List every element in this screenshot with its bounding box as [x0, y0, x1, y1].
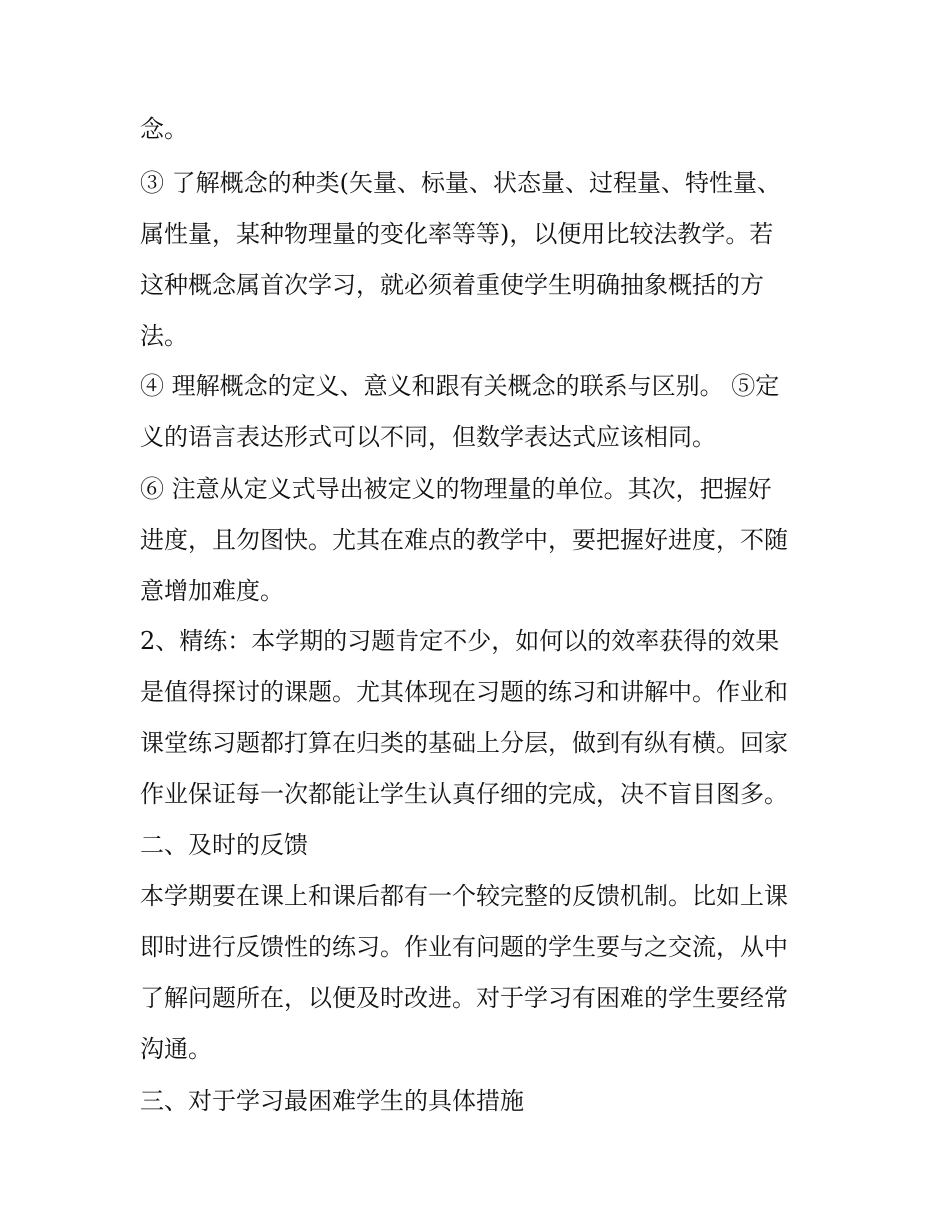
text-line: 是值得探讨的课题。尤其体现在习题的练习和讲解中。作业和 — [140, 678, 788, 706]
text-line: 义的语言表达形式可以不同，但数学表达式应该相同。 — [140, 423, 716, 451]
text-line: 本学期要在课上和课后都有一个较完整的反馈机制。比如上课 — [140, 882, 788, 910]
text-line: 即时进行反馈性的练习。作业有问题的学生要与之交流，从中 — [140, 933, 788, 961]
section-heading: 三、对于学习最困难学生的具体措施 — [140, 1087, 524, 1115]
text-line: 这种概念属首次学习，就必须着重使学生明确抽象概括的方 — [140, 271, 764, 299]
text-line: 沟通。 — [140, 1035, 212, 1063]
section-heading: 二、及时的反馈 — [140, 831, 308, 859]
text-line: ④ 理解概念的定义、意义和跟有关概念的联系与区别。 ⑤定 — [140, 372, 780, 400]
text-line: 作业保证每一次都能让学生认真仔细的完成，决不盲目图多。 — [140, 780, 788, 808]
text-line: 2、精练：本学期的习题肯定不少，如何以的效率获得的效果 — [140, 627, 780, 655]
text-line: 课堂练习题都打算在归类的基础上分层，做到有纵有横。回家 — [140, 729, 788, 757]
text-line: 意增加难度。 — [140, 577, 284, 605]
text-line: 法。 — [140, 322, 188, 350]
text-line: 进度，且勿图快。尤其在难点的教学中，要把握好进度，不随 — [140, 526, 788, 554]
text-line: ③ 了解概念的种类(矢量、标量、状态量、过程量、特性量、 — [140, 169, 781, 197]
text-line: 念。 — [140, 115, 188, 143]
text-line: ⑥ 注意从定义式导出被定义的物理量的单位。其次，把握好 — [140, 475, 772, 503]
text-line: 属性量，某种物理量的变化率等等)，以便用比较法教学。若 — [140, 220, 774, 248]
text-line: 了解问题所在，以便及时改进。对于学习有困难的学生要经常 — [140, 984, 788, 1012]
